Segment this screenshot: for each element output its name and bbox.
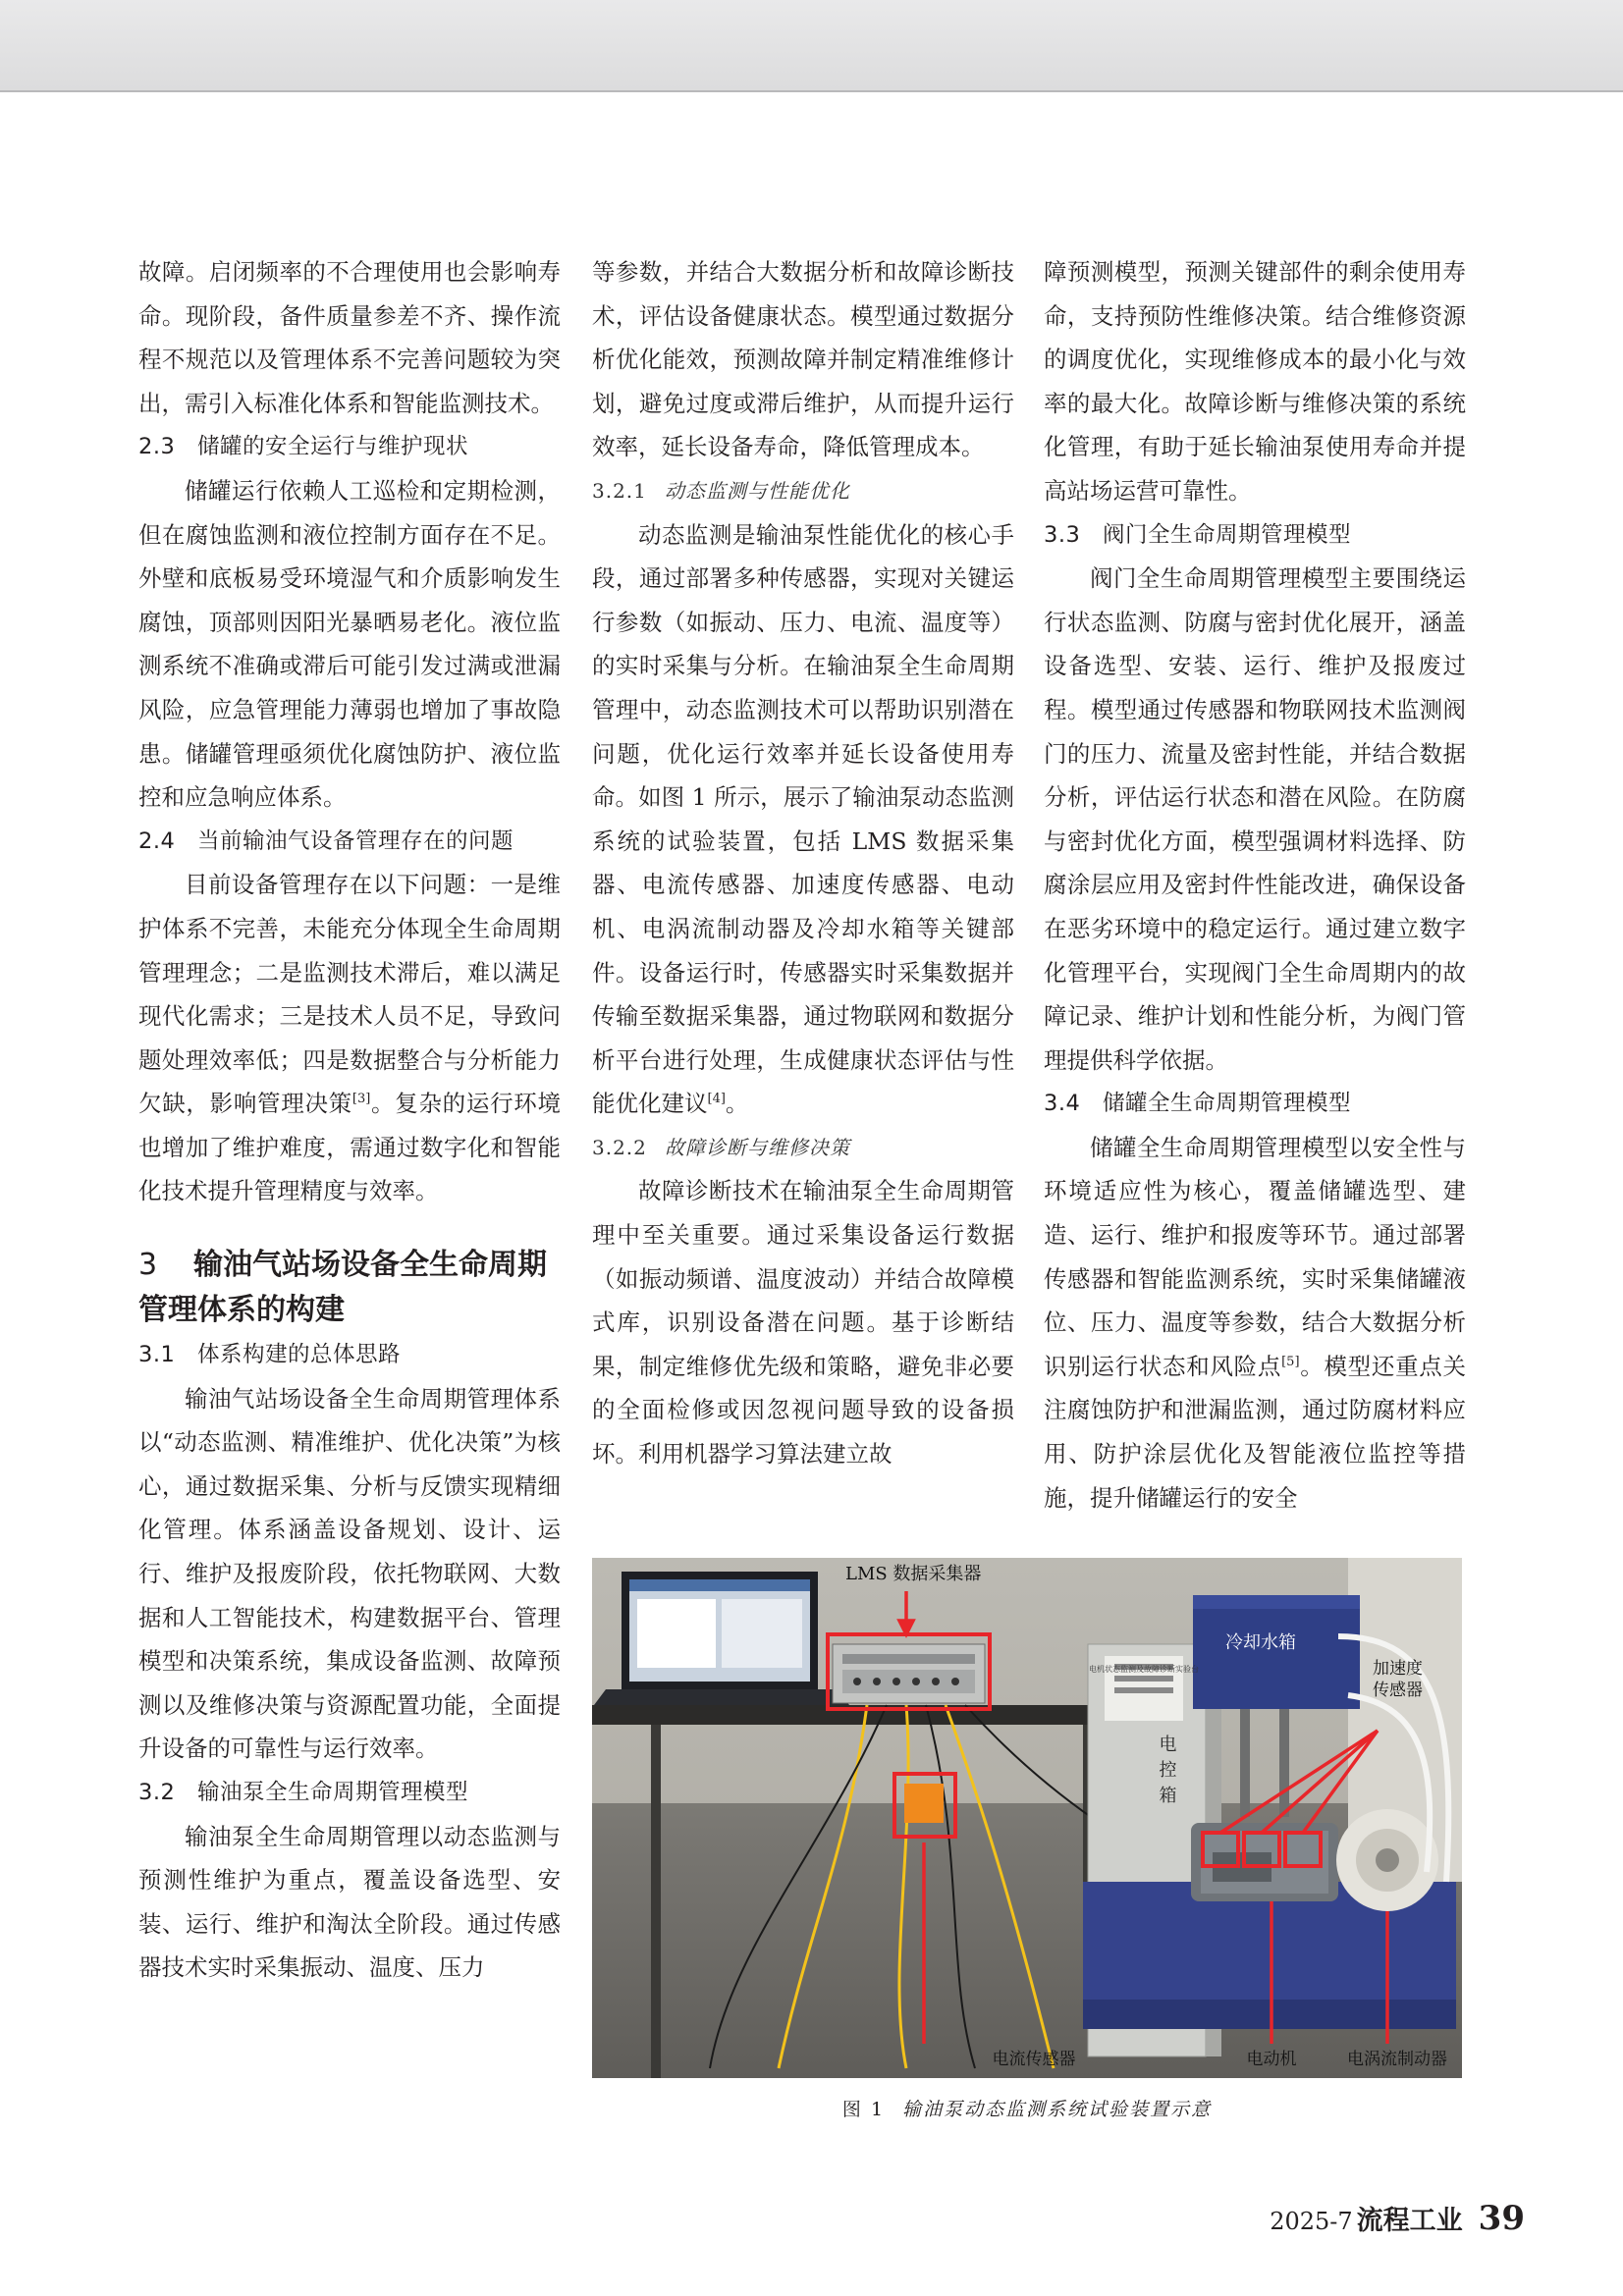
test-rig-illustration — [592, 1558, 1462, 2078]
paragraph: 故障诊断技术在输油泵全生命周期管理中至关重要。通过采集设备运行数据（如振动频谱、温度波动）并结合故障模式库，识别设备潜在问题。基于诊断结果，制定维修优先级和策略，避免非必要的全面检修或因忽视问题导致的设备损坏。利用机器学习算法建立故 — [592, 1177, 1014, 1468]
label-cooling-tank: 冷却水箱 — [1225, 1632, 1296, 1653]
section-number: 3.3 — [1044, 521, 1081, 548]
paragraph — [138, 863, 561, 1213]
page-number: 39 — [1478, 2199, 1525, 2238]
chapter-heading-3 — [138, 1243, 561, 1333]
section-number: 3.2 — [138, 1780, 176, 1805]
paragraph — [592, 513, 1014, 1126]
section-heading-3-1 — [138, 1333, 561, 1377]
paragraph — [1044, 1126, 1466, 1520]
panel-label: 电机状态监测及故障诊断实验台 — [1089, 1665, 1199, 1674]
caption-text: 输油泵动态监测系统试验装置示意 — [902, 2099, 1213, 2120]
label-lms: LMS 数据采集器 — [845, 1564, 982, 1584]
label-accel-text: 加速度 — [1373, 1659, 1423, 1679]
paragraph-text: 。复杂的运行环境也增加了维护难度，需通过数字化和智能化技术提升管理精度与效率。 — [138, 1090, 562, 1205]
equipment-stand-base — [1083, 2000, 1456, 2029]
eddy-current-brake — [1336, 1809, 1438, 1911]
figure-caption — [592, 2095, 1462, 2121]
paragraph: 输油气站场设备全生命周期管理体系以“动态监测、精准维护、优化决策”为核心，通过数据采集、分析与反馈实现精细化管理。体系涵盖设备规划、设计、运行、维护及报废阶段，依托物联网、大数据和人工智能技术，构建数据平台、管理模型和决策系统，集成设备监测、故障预测以及维修决策与资源配置功能，全面提升设备的可靠性与运行效率。 — [138, 1384, 561, 1763]
text-column-1 — [138, 250, 561, 1990]
section-number: 3.4 — [1044, 1091, 1081, 1117]
section-number: 3.2.2 — [592, 1135, 647, 1159]
lms-data-acquisition-device — [833, 1644, 985, 1703]
paragraph-text: 。 — [725, 1090, 749, 1118]
header-band — [0, 0, 1623, 92]
label-current-sensor: 电流传感器 — [992, 2050, 1076, 2069]
section-title: 体系构建的总体思路 — [197, 1342, 402, 1368]
paragraph-text: 。模型还重点关注腐蚀防护和泄漏监测，通过防腐材料应用、防护涂层优化及智能液位监控等措施，提升储罐运行的安全 — [1044, 1352, 1467, 1512]
section-title: 输油泵全生命周期管理模型 — [197, 1780, 469, 1805]
label-motor: 电动机 — [1246, 2050, 1297, 2069]
text-column-2 — [592, 250, 1014, 1476]
citation[interactable]: [4] — [707, 1092, 726, 1107]
paragraph-text: 目前设备管理存在以下问题：一是维护体系不完善，未能充分体现全生命周期管理理念；二是监测技术滞后，难以满足现代化需求；三是技术人员不足，导致问题处理效率低；四是数据整合与分析能力欠缺，影响管理决策 — [138, 871, 561, 1118]
section-number: 2.4 — [138, 828, 176, 854]
paragraph: 储罐运行依赖人工巡检和定期检测，但在腐蚀监测和液位控制方面存在不足。外壁和底板易受环境湿气和介质影响发生腐蚀，顶部则因阳光暴晒易老化。液位监测系统不准确或滞后可能引发过满或泄漏风险，应急管理能力薄弱也增加了事故隐患。储罐管理亟须优化腐蚀防护、液位监控和应急响应体系。 — [138, 476, 561, 812]
section-heading-2-3 — [138, 425, 561, 469]
section-number: 3.2.1 — [592, 478, 647, 503]
paragraph-text: 动态监测是输油泵性能优化的核心手段，通过部署多种传感器，实现对关键运行参数（如振动、压力、电流、温度等）的实时采集与分析。在输油泵全生命周期管理中，动态监测技术可以帮助识别潜在问题，优化运行效率并延长设备使用寿命。如图 1 所示，展示了输油泵动态监测系统的试验装置，包括 LMS 数据采集器、电流传感器、加速度传感器、电动机、电涡流制动器及冷却水箱等关键部件。设备运行时，传感器实时采集数据并传输至数据采集器，通过物联网和数据分析平台进行处理，生成健康状态评估与性能优化建议 — [592, 520, 1014, 1118]
chapter-title: 输油气站场设备全生命周期管理体系的构建 — [138, 1248, 547, 1328]
paragraph-text: 储罐全生命周期管理模型以安全性与环境适应性为核心，覆盖储罐选型、建造、运行、维护和报废等环节。通过部署传感器和智能监测系统，实时采集储罐液位、压力、温度等参数，结合大数据分析识别运行状态和风险点 — [1044, 1133, 1466, 1380]
magazine-name: 流程工业 — [1356, 2206, 1463, 2236]
text-column-3 — [1044, 250, 1466, 1520]
paragraph: 输油泵全生命周期管理以动态监测与预测性维护为重点，覆盖设备选型、安装、运行、维护和淘汰全阶段。通过传感器技术实时采集振动、温度、压力 — [138, 1822, 561, 1982]
section-heading-3-4 — [1044, 1082, 1466, 1126]
section-heading-3-3 — [1044, 513, 1466, 558]
paragraph: 阀门全生命周期管理模型主要围绕运行状态监测、防腐与密封优化展开，涵盖设备选型、安装、运行、维护及报废过程。模型通过传感器和物联网技术监测阀门的压力、流量及密封性能，并结合数据分析，评估运行状态和潜在风险。在防腐与密封优化方面，模型强调材料选择、防腐涂层应用及密封件性能改进，确保设备在恶劣环境中的稳定运行。通过建立数字化管理平台，实现阀门全生命周期内的故障记录、维护计划和性能分析，为阀门管理提供科学依据。 — [1044, 564, 1466, 1074]
caption-number: 图 1 — [841, 2099, 886, 2120]
section-number: 2.3 — [138, 434, 176, 460]
current-sensor — [904, 1784, 944, 1823]
subsection-heading-3-2-2 — [592, 1126, 1014, 1170]
section-title: 储罐的安全运行与维护现状 — [197, 434, 469, 460]
chapter-number: 3 — [138, 1248, 158, 1283]
table-leg — [651, 1725, 661, 2078]
figure-1-photo — [592, 1558, 1462, 2078]
section-number: 3.1 — [138, 1342, 176, 1368]
citation[interactable]: [5] — [1281, 1354, 1300, 1369]
section-title: 阀门全生命周期管理模型 — [1103, 521, 1352, 548]
section-heading-3-2 — [138, 1771, 561, 1815]
section-title: 储罐全生命周期管理模型 — [1103, 1091, 1352, 1117]
paragraph: 障预测模型，预测关键部件的剩余使用寿命，支持预防性维修决策。结合维修资源的调度优化，实现维修成本的最小化与效率的最大化。故障诊断与维修决策的系统化管理，有助于延长输油泵使用寿命并提高站场运营可靠性。 — [1044, 258, 1466, 505]
paragraph: 等参数，并结合大数据分析和故障诊断技术，评估设备健康状态。模型通过数据分析优化能效，预测故障并制定精准维修计划，避免过度或滞后维护，从而提升运行效率，延长设备寿命，降低管理成本。 — [592, 258, 1014, 461]
laptop — [594, 1572, 849, 1705]
section-title: 当前输油气设备管理存在的问题 — [197, 828, 514, 854]
label-eddy-brake: 电涡流制动器 — [1347, 2050, 1447, 2069]
label-control-box: 电控箱 — [1156, 1735, 1177, 1811]
label-accel-text-line2: 传感器 — [1373, 1681, 1423, 1700]
citation[interactable]: [3] — [352, 1092, 371, 1107]
page-footer — [1270, 2199, 1525, 2238]
paragraph: 故障。启闭频率的不合理使用也会影响寿命。现阶段，备件质量参差不齐、操作流程不规范以及管理体系不完善问题较为突出，需引入标准化体系和智能监测技术。 — [138, 258, 561, 417]
subsection-heading-3-2-1 — [592, 469, 1014, 513]
section-title: 故障诊断与维修决策 — [665, 1135, 850, 1159]
issue-number: 2025-7 — [1270, 2208, 1353, 2235]
section-title: 动态监测与性能优化 — [665, 478, 850, 503]
section-heading-2-4 — [138, 820, 561, 864]
